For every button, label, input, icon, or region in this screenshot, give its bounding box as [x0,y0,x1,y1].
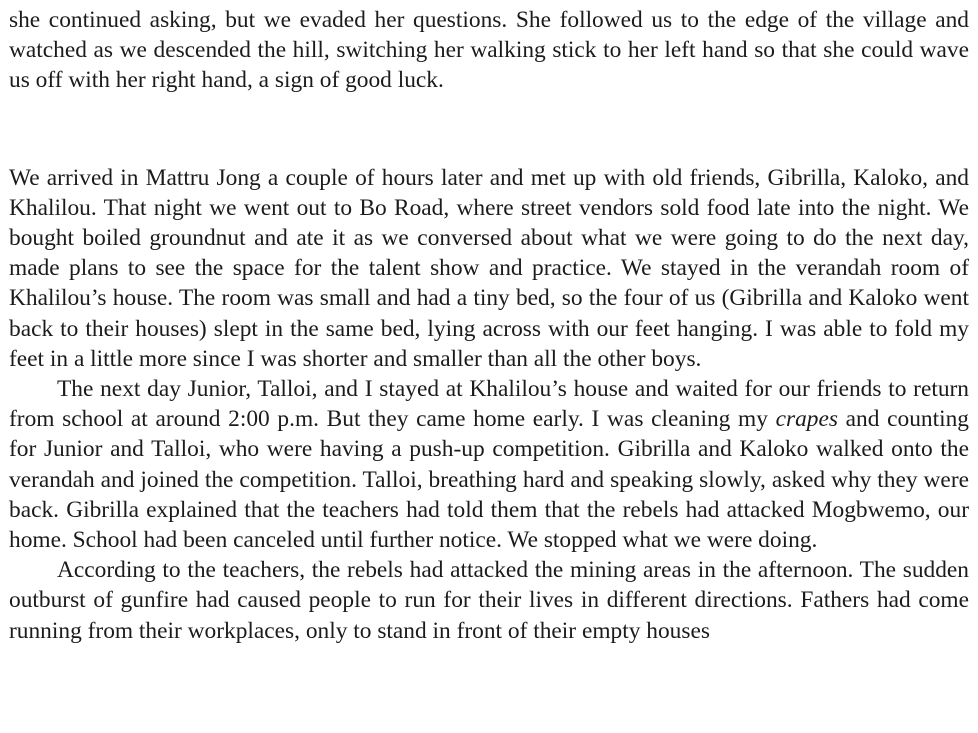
paragraph-next-day-start: The next day Junior, Talloi, and I stayed at Khalilou’s house and waited for our friends to return from school at around 2:00 p.m. But they came home early. I was cleaning my [9,376,969,433]
document-page [9,5,969,646]
paragraph-farewell: she continued asking, but we evaded her questions. She followed us to the edge of the village and watched as we descended the hill, switching her walking stick to her left hand so that she could wave us off with her right hand, a sign of good luck. [9,7,969,94]
paragraph-mattru-jong: We arrived in Mattru Jong a couple of hours later and met up with old friends, Gibrilla, Kaloko, and Khalilou. That night we went out to Bo Road, where street vendors sold food late into the night. We bought boiled groundnut and ate it as we conversed about what we were going to do the next day, made plans to see the space for the talent show and practice. We stayed in the verandah room of Khalilou’s house. The room was small and had a tiny bed, so the four of us (Gibrilla and Kaloko went back to their houses) slept in the same bed, lying across with our feet hanging. I was able to fold my feet in a little more since I was shorter and smaller than all the other boys. [9,164,969,372]
italic-word-crapes: crapes [775,406,838,433]
paragraph-next-day-end: and counting for Junior and Talloi, who were having a push-up competition. Gibrilla and Kaloko walked onto the verandah and joined the competition. Talloi, breathing hard and speaking slowly, asked why they were back. Gibrilla explained that the teachers had told them that the rebels had attacked Mogbwemo, our home. School had been canceled until further notice. We stopped what we were doing. [9,406,969,554]
section-break [9,96,969,163]
paragraph-next-day [9,374,969,555]
paragraph-teachers-report: According to the teachers, the rebels had attacked the mining areas in the afternoon. The sudden outburst of gunfire had caused people to run for their lives in different directions. Fathers had come running from their workplaces, only to stand in front of their empty houses [9,557,969,644]
